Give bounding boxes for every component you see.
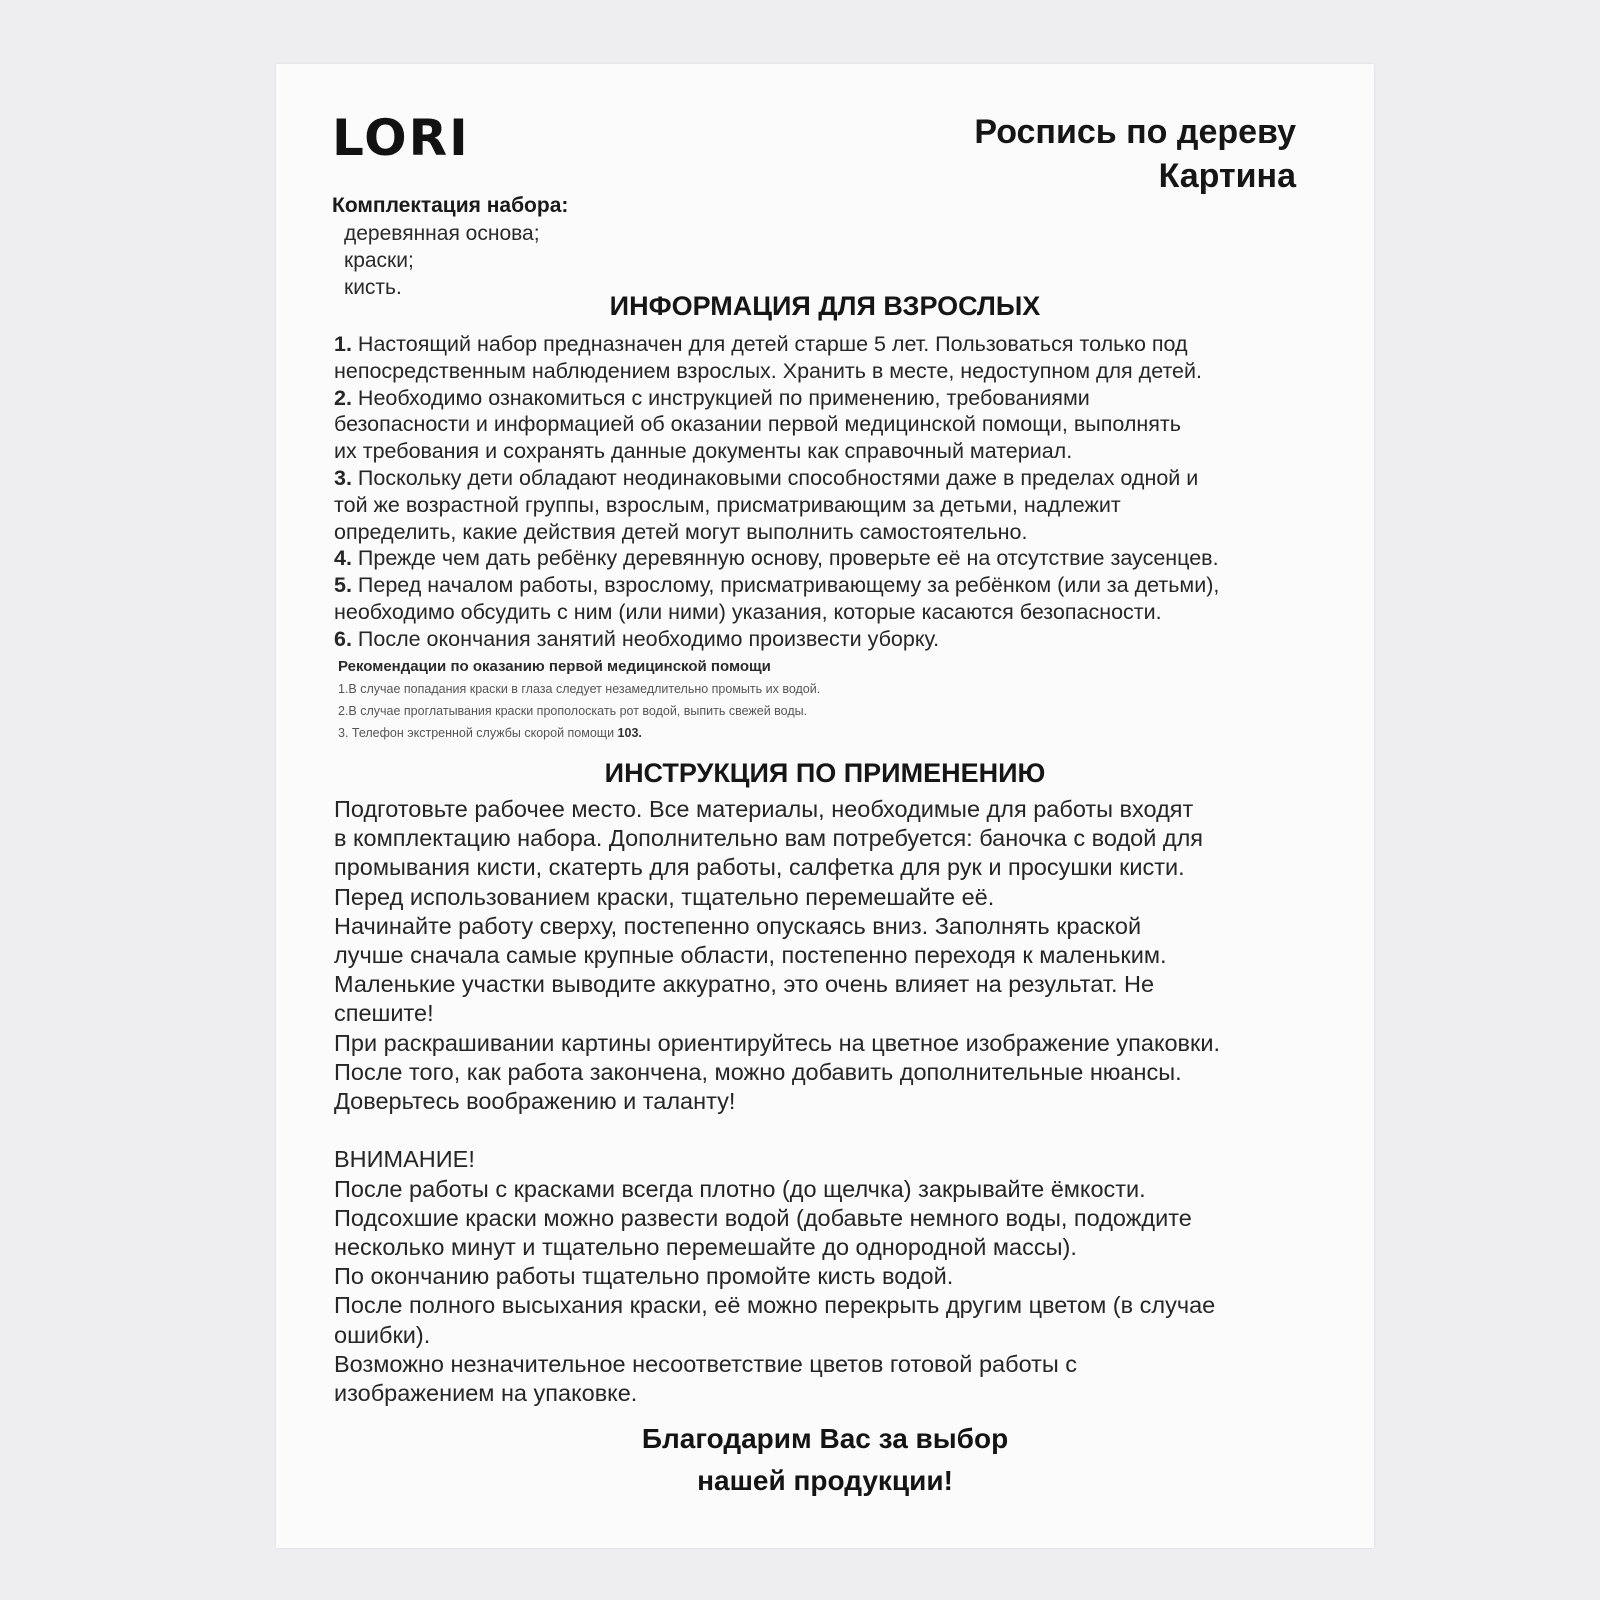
first-aid-block bbox=[338, 656, 820, 744]
instructions-body bbox=[334, 795, 1374, 1408]
instruction-line: спешите! bbox=[334, 1000, 434, 1027]
item-text: необходимо обсудить с ним (или ними) указания, которые касаются безопасности. bbox=[334, 599, 1162, 624]
list-item bbox=[334, 465, 1374, 545]
instructions-heading: ИНСТРУКЦИЯ ПО ПРИМЕНЕНИЮ bbox=[604, 758, 1046, 788]
list-item bbox=[334, 572, 1374, 626]
item-text: Настоящий набор предназначен для детей старше 5 лет. Пользоваться только под bbox=[357, 332, 1188, 356]
list-item bbox=[334, 545, 1374, 572]
adults-info-list bbox=[334, 331, 1374, 653]
attention-line: несколько минут и тщательно перемешайте до однородной массы). bbox=[334, 1234, 1077, 1261]
instruction-line: Доверьтесь воображению и таланту! bbox=[334, 1088, 736, 1115]
item-text: безопасности и информацией об оказании первой медицинской помощи, выполнять bbox=[334, 412, 1181, 437]
emergency-number: 103. bbox=[617, 726, 642, 740]
thank-you-line1: Благодарим Вас за выбор bbox=[641, 1423, 1009, 1454]
item-number: 2. bbox=[334, 385, 352, 410]
paragraph-gap bbox=[334, 1116, 1374, 1145]
brand-logo: LORI bbox=[332, 109, 470, 167]
attention-line: Подсохшие краски можно развести водой (добавьте немного воды, подождите bbox=[334, 1204, 1192, 1231]
item-number: 4. bbox=[334, 546, 352, 571]
item-text: их требования и сохранять данные документы как справочный материал. bbox=[334, 439, 1073, 464]
kit-item: деревянная основа; bbox=[344, 222, 540, 245]
item-text: Необходимо ознакомиться с инструкцией по применению, требованиями bbox=[357, 385, 1090, 410]
kit-contents bbox=[332, 192, 568, 301]
list-item bbox=[334, 626, 1374, 653]
item-text: Поскольку дети обладают неодинаковыми способностями даже в пределах одной и bbox=[357, 465, 1199, 490]
instruction-line: При раскрашивании картины ориентируйтесь на цветное изображение упаковки. bbox=[334, 1029, 1220, 1056]
attention-heading: ВНИМАНИЕ! bbox=[334, 1146, 475, 1173]
first-aid-item bbox=[338, 722, 820, 744]
product-title bbox=[974, 110, 1296, 198]
item-text: Прежде чем дать ребёнку деревянную основу, проверьте её на отсутствие заусенцев. bbox=[357, 546, 1219, 571]
attention-line: ошибки). bbox=[334, 1321, 431, 1348]
item-number: 5. bbox=[334, 573, 352, 598]
attention-line: изображением на упаковке. bbox=[334, 1380, 638, 1407]
list-item bbox=[334, 385, 1374, 465]
thank-you-message bbox=[276, 1418, 1374, 1502]
item-text: определить, какие действия детей могут выполнить самостоятельно. bbox=[334, 519, 1028, 544]
first-aid-item-text: 3. Телефон экстренной службы скорой помощи bbox=[338, 726, 618, 740]
item-text: непосредственным наблюдением взрослых. Хранить в месте, недоступном для детей. bbox=[334, 358, 1202, 383]
instruction-line: Маленькие участки выводите аккуратно, это очень влияет на результат. Не bbox=[334, 971, 1155, 998]
attention-line: Возможно незначительное несоответствие цветов готовой работы с bbox=[334, 1350, 1078, 1377]
instruction-line: лучше сначала самые крупные области, постепенно переходя к маленьким. bbox=[334, 942, 1167, 969]
item-text: Перед началом работы, взрослому, присматривающему за ребёнком (или за детьми), bbox=[357, 573, 1220, 598]
instruction-line: Перед использованием краски, тщательно перемешайте её. bbox=[334, 883, 995, 910]
product-title-line2: Картина bbox=[1158, 157, 1296, 195]
first-aid-item: 1.В случае попадания краски в глаза следует незамедлительно промыть их водой. bbox=[338, 682, 821, 696]
attention-line: После работы с красками всегда плотно (до щелчка) закрывайте ёмкости. bbox=[334, 1175, 1146, 1202]
kit-item: краски; bbox=[344, 249, 414, 272]
instruction-line: Подготовьте рабочее место. Все материалы, необходимые для работы входят bbox=[334, 796, 1194, 822]
item-number: 3. bbox=[334, 465, 352, 490]
thank-you-line2: нашей продукции! bbox=[697, 1465, 953, 1496]
adults-info-heading: ИНФОРМАЦИЯ ДЛЯ ВЗРОСЛЫХ bbox=[609, 291, 1041, 321]
item-text: той же возрастной группы, взрослым, присматривающим за детьми, надлежит bbox=[334, 492, 1121, 517]
instruction-line: промывания кисти, скатерть для работы, салфетка для рук и просушки кисти. bbox=[334, 854, 1185, 881]
instruction-line: После того, как работа закончена, можно добавить дополнительные нюансы. bbox=[334, 1058, 1182, 1085]
item-text: После окончания занятий необходимо произвести уборку. bbox=[357, 626, 940, 651]
first-aid-item: 2.В случае проглатывания краски прополоскать рот водой, выпить свежей воды. bbox=[338, 704, 808, 718]
first-aid-heading: Рекомендации по оказанию первой медицинской помощи bbox=[338, 658, 771, 675]
kit-item: кисть. bbox=[344, 276, 402, 299]
kit-heading: Комплектация набора: bbox=[332, 194, 569, 217]
instruction-line: в комплектацию набора. Дополнительно вам потребуется: баночка с водой для bbox=[334, 825, 1204, 852]
attention-line: После полного высыхания краски, её можно перекрыть другим цветом (в случае bbox=[334, 1292, 1216, 1319]
item-number: 1. bbox=[334, 332, 352, 356]
item-number: 6. bbox=[334, 626, 352, 651]
attention-line: По окончанию работы тщательно промойте кисть водой. bbox=[334, 1263, 954, 1290]
instruction-line: Начинайте работу сверху, постепенно опускаясь вниз. Заполнять краской bbox=[334, 912, 1142, 939]
list-item bbox=[334, 331, 1374, 385]
product-title-line1: Роспись по дереву bbox=[974, 113, 1296, 151]
